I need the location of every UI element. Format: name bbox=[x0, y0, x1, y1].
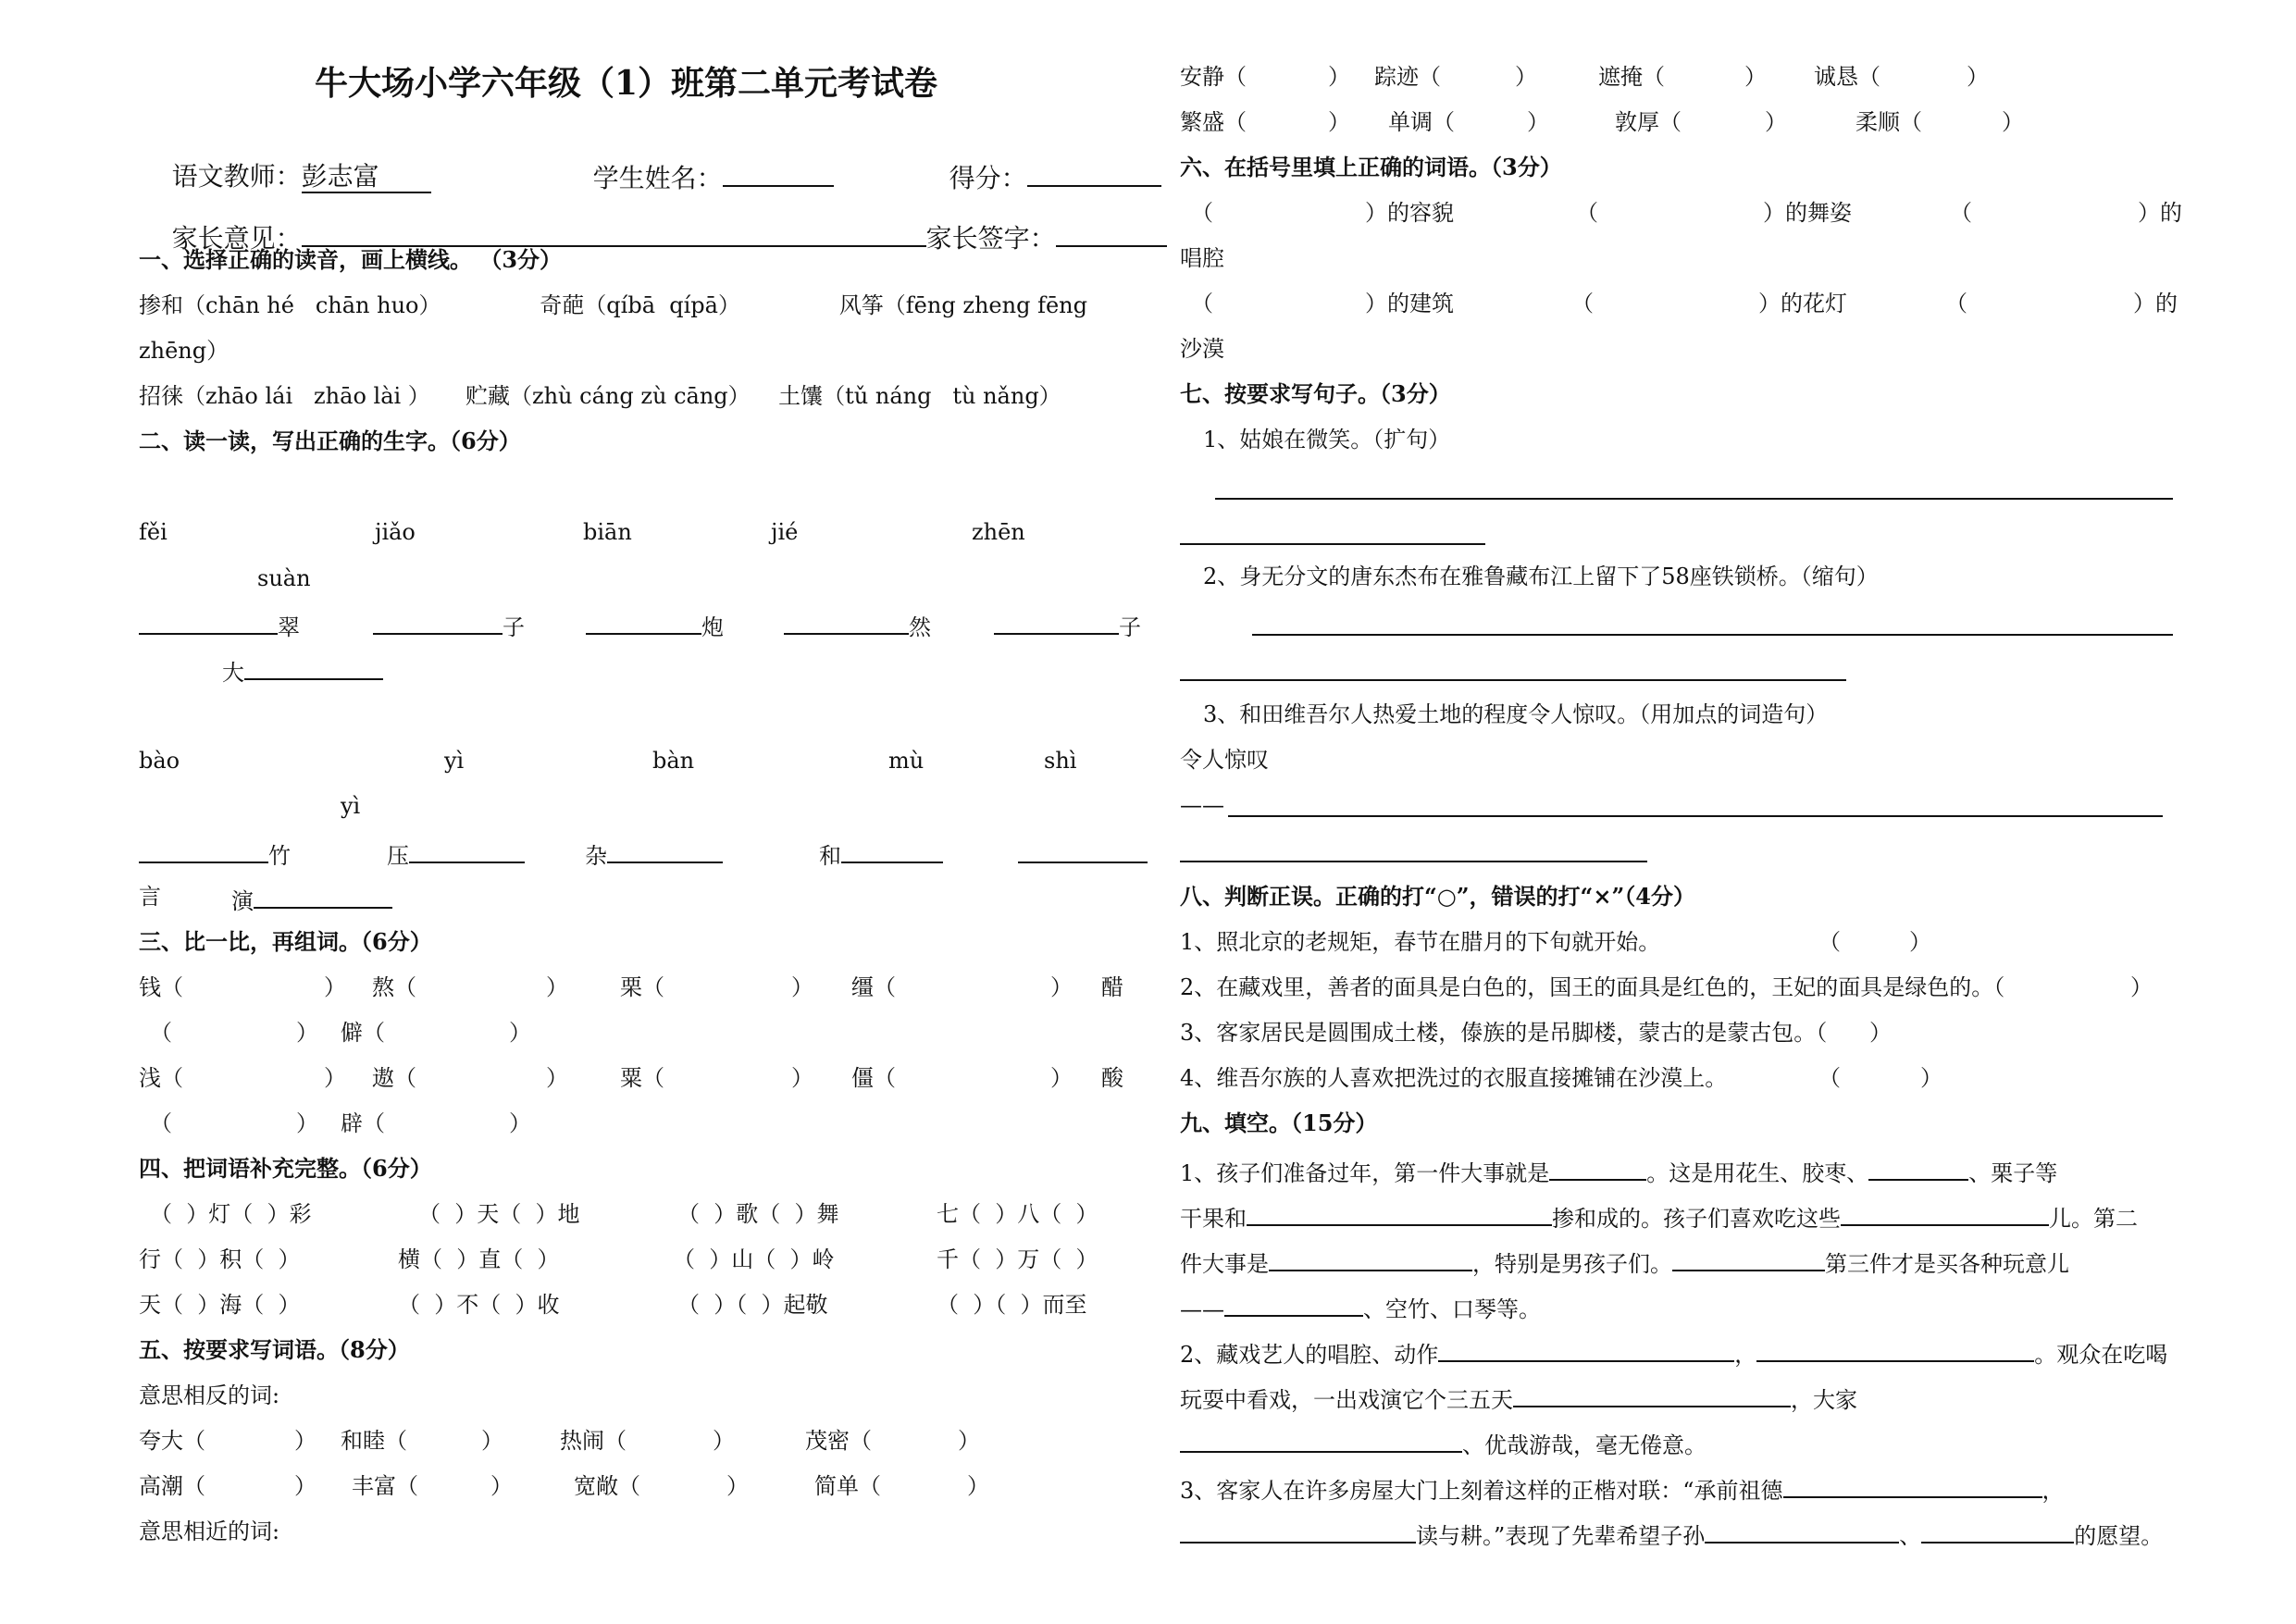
q6-item: 唱腔 bbox=[1180, 245, 1224, 271]
answer-line[interactable] bbox=[1180, 679, 1846, 681]
q3-close: ） bbox=[296, 1110, 318, 1136]
idiom: （ ）不（ ）收 bbox=[398, 1292, 560, 1318]
char-blank[interactable]: 压 bbox=[387, 837, 525, 870]
q5-close: ） bbox=[713, 1428, 735, 1454]
q9-line-4: —— 、空竹、口琴等。 bbox=[1180, 1291, 1541, 1323]
q5-close: ） bbox=[967, 1473, 989, 1499]
pinyin: bào bbox=[139, 748, 180, 774]
q1-line3: 招徕（zhāo lái zhāo lài ） 贮藏（zhù cáng zù cāng） 土馕（tǔ náng tù nǎng） bbox=[139, 383, 1061, 409]
syn-item: 繁盛（ bbox=[1180, 109, 1247, 135]
q3-item: 缰（ bbox=[851, 974, 896, 1000]
syn-close: ） bbox=[1515, 64, 1537, 90]
answer-line[interactable] bbox=[1180, 543, 1485, 545]
q8-item-2: 2、在藏戏里，善者的面具是白色的，国王的面具是红色的，王妃的面具是绿色的。（ bbox=[1180, 974, 2005, 1000]
q3-close: ） bbox=[546, 974, 568, 1000]
q9-line-3: 件大事是 ，特别是男孩子们。 第三件才是买各种玩意儿 bbox=[1180, 1246, 2069, 1278]
student-name-label: 学生姓名： bbox=[592, 163, 723, 193]
q1-line1: 掺和（chān hé chān huo） 奇葩（qíbā qípā） 风筝（fēng zheng fēng bbox=[139, 292, 1087, 318]
q5-close: ） bbox=[294, 1473, 316, 1499]
char-blank[interactable]: 然 bbox=[784, 609, 931, 641]
parent-opinion-field[interactable] bbox=[302, 221, 926, 247]
page-title: 牛大场小学六年级（1）班第二单元考试卷 bbox=[315, 64, 938, 103]
teacher-name: 彭志富 bbox=[302, 161, 431, 193]
q5-close: ） bbox=[958, 1428, 980, 1454]
q5-item: 和睦（ bbox=[341, 1428, 407, 1454]
parent-opinion-label: 家长意见： bbox=[171, 223, 302, 254]
syn-close: ） bbox=[2002, 109, 2024, 135]
q6-open: （ bbox=[1191, 200, 1213, 226]
q3-item: （ bbox=[150, 1020, 172, 1046]
q6-item: 沙漠 bbox=[1180, 336, 1224, 362]
char-blank[interactable] bbox=[1018, 837, 1148, 870]
q2-heading: 二、读一读，写出正确的生字。（6分） bbox=[139, 428, 521, 454]
teacher-label: 语文教师： bbox=[171, 161, 302, 192]
q7-sentence-1: 1、姑娘在微笑。（扩句） bbox=[1203, 427, 1451, 452]
syn-item: 敦厚（ bbox=[1615, 109, 1682, 135]
q5-close: ） bbox=[490, 1473, 513, 1499]
q3-close: ） bbox=[791, 1065, 813, 1091]
idiom: （ ）山（ ）岭 bbox=[673, 1246, 835, 1272]
q7-heading: 七、按要求写句子。（3分） bbox=[1180, 380, 1451, 407]
score-field[interactable] bbox=[1027, 161, 1161, 187]
q9-line-1: 1、孩子们准备过年，第一件大事就是 。这是用花生、胶枣、 、栗子等 bbox=[1180, 1155, 2057, 1187]
q1-line2: zhēng） bbox=[139, 338, 230, 364]
q3-item: 遨（ bbox=[372, 1065, 416, 1091]
q8-item-1: 1、照北京的老规矩，春节在腊月的下旬就开始。 bbox=[1180, 929, 1661, 955]
q3-item: 熬（ bbox=[372, 974, 416, 1000]
char-blank[interactable]: 翠 bbox=[139, 609, 300, 641]
q3-item: 醋 bbox=[1101, 974, 1123, 1000]
q3-close: ） bbox=[546, 1065, 568, 1091]
q8-item-3: 3、客家居民是圆围成土楼，傣族的是吊脚楼，蒙古的是蒙古包。（ ） bbox=[1180, 1020, 1893, 1046]
pinyin: zhēn bbox=[972, 519, 1025, 545]
q9-line-5: 2、藏戏艺人的唱腔、动作 ， 。观众在吃喝 bbox=[1180, 1336, 2167, 1369]
q9-line-2: 干果和 掺和成的。孩子们喜欢吃这些 儿。第二 bbox=[1180, 1200, 2138, 1233]
syn-item: 诚恳（ bbox=[1814, 64, 1880, 90]
q3-item: 僻（ bbox=[341, 1020, 385, 1046]
q6-open: （ bbox=[1950, 200, 1972, 226]
idiom: （ ）歌（ ）舞 bbox=[677, 1201, 839, 1227]
q5-item: 宽敞（ bbox=[574, 1473, 640, 1499]
syn-item: 踪迹（ bbox=[1374, 64, 1441, 90]
q3-item: 酸 bbox=[1101, 1065, 1123, 1091]
syn-item: 遮掩（ bbox=[1598, 64, 1665, 90]
syn-item: 单调（ bbox=[1388, 109, 1455, 135]
q7-keyword: 令人惊叹 bbox=[1180, 747, 1269, 773]
pinyin: jié bbox=[771, 519, 799, 545]
q7-sentence-3: 3、和田维吾尔人热爱土地的程度令人惊叹。（用加点的词造句） bbox=[1203, 701, 1829, 727]
syn-item: 柔顺（ bbox=[1855, 109, 1922, 135]
q6-open: （ bbox=[1576, 200, 1598, 226]
q6-open: （ bbox=[1571, 291, 1594, 316]
answer-line[interactable] bbox=[1215, 498, 2173, 500]
q3-item: 钱（ bbox=[139, 974, 183, 1000]
pinyin: biān bbox=[583, 519, 632, 545]
q5-heading: 五、按要求写词语。（8分） bbox=[139, 1336, 410, 1363]
q3-close: ） bbox=[324, 1065, 346, 1091]
q7-dash: —— bbox=[1180, 792, 1224, 818]
char-blank[interactable]: 和 bbox=[819, 837, 943, 870]
char-blank[interactable]: 大 bbox=[222, 654, 383, 687]
answer-line[interactable] bbox=[1252, 634, 2173, 636]
q8-paren-open[interactable]: （ bbox=[1818, 929, 1841, 955]
syn-close: ） bbox=[1527, 109, 1549, 135]
pinyin: jiǎo bbox=[375, 519, 416, 545]
q8-heading: 八、判断正误。正确的打“○”，错误的打“×”（4分） bbox=[1180, 883, 1695, 910]
q8-paren-open[interactable]: （ bbox=[1818, 1065, 1841, 1091]
idiom: 七（ ）八（ ） bbox=[937, 1201, 1098, 1227]
idiom: （ ）（ ）而至 bbox=[937, 1292, 1087, 1318]
q6-open: （ bbox=[1945, 291, 1967, 316]
char-blank[interactable]: 子 bbox=[373, 609, 525, 641]
q9-line-9: 读与耕。”表现了先辈希望子孙 、 的愿望。 bbox=[1180, 1518, 2163, 1550]
char-blank[interactable]: 炮 bbox=[586, 609, 724, 641]
answer-line[interactable] bbox=[1180, 861, 1647, 862]
score-label: 得分： bbox=[949, 163, 1027, 193]
idiom: 横（ ）直（ ） bbox=[398, 1246, 560, 1272]
q3-item: （ bbox=[150, 1110, 172, 1136]
q3-close: ） bbox=[509, 1110, 531, 1136]
q6-item: ）的舞姿 bbox=[1763, 200, 1852, 226]
q6-heading: 六、在括号里填上正确的词语。（3分） bbox=[1180, 154, 1562, 180]
q3-item: 粟（ bbox=[620, 1065, 664, 1091]
q7-sentence-2: 2、身无分文的唐东杰布在雅鲁藏布江上留下了58座铁锁桥。（缩句） bbox=[1203, 564, 1879, 589]
q4-heading: 四、把词语补充完整。（6分） bbox=[139, 1155, 432, 1182]
pinyin: suàn bbox=[257, 565, 311, 591]
syn-close: ） bbox=[1967, 64, 1989, 90]
q5-sub-synonym: 意思相近的词: bbox=[139, 1519, 280, 1544]
idiom: 天（ ）海（ ） bbox=[139, 1292, 301, 1318]
q6-item: ）的建筑 bbox=[1365, 291, 1454, 316]
char-blank[interactable]: 子 bbox=[994, 609, 1141, 641]
q6-item: ）的容貌 bbox=[1365, 200, 1454, 226]
student-name-field[interactable] bbox=[723, 161, 834, 187]
q5-item: 茂密（ bbox=[805, 1428, 872, 1454]
char-blank[interactable]: 演 bbox=[231, 883, 392, 915]
q3-close: ） bbox=[509, 1020, 531, 1046]
q3-item: 浅（ bbox=[139, 1065, 183, 1091]
q6-open: （ bbox=[1191, 291, 1213, 316]
pinyin: shì bbox=[1044, 748, 1077, 774]
q5-sub-antonym: 意思相反的词: bbox=[139, 1382, 280, 1408]
q9-heading: 九、填空。（15分） bbox=[1180, 1110, 1378, 1136]
parent-sign-label: 家长签字： bbox=[925, 223, 1056, 254]
idiom: （ ）天（ ）地 bbox=[418, 1201, 580, 1227]
pinyin: yì bbox=[444, 748, 465, 774]
q5-item: 高潮（ bbox=[139, 1473, 205, 1499]
q3-close: ） bbox=[1050, 974, 1073, 1000]
pinyin: mù bbox=[888, 748, 925, 774]
char-blank[interactable]: 竹 bbox=[139, 837, 291, 870]
syn-close: ） bbox=[1744, 64, 1767, 90]
q6-item: ）的 bbox=[2133, 291, 2178, 316]
q1-heading: 一、选择正确的读音，画上横线。 （3分） bbox=[139, 246, 563, 273]
pinyin: yì bbox=[341, 793, 361, 819]
q3-close: ） bbox=[791, 974, 813, 1000]
q3-close: ） bbox=[324, 974, 346, 1000]
pinyin: fěi bbox=[139, 519, 168, 545]
q5-close: ） bbox=[481, 1428, 503, 1454]
q9-line-7: 、优哉游哉，毫无倦意。 bbox=[1180, 1427, 1706, 1459]
q3-heading: 三、比一比，再组词。（6分） bbox=[139, 928, 432, 955]
char-blank[interactable]: 杂 bbox=[585, 837, 723, 870]
q5-item: 热闹（ bbox=[560, 1428, 627, 1454]
q5-close: ） bbox=[726, 1473, 749, 1499]
syn-item: 安静（ bbox=[1180, 64, 1247, 90]
q9-line-8: 3、客家人在许多房屋大门上刻着这样的正楷对联：“承前祖德 ， bbox=[1180, 1472, 2065, 1505]
q3-close: ） bbox=[1050, 1065, 1073, 1091]
q8-paren-close: ） bbox=[1909, 929, 1931, 955]
idiom: （ ）灯（ ）彩 bbox=[150, 1201, 312, 1227]
syn-close: ） bbox=[1765, 109, 1787, 135]
idiom: （ ）（ ）起敬 bbox=[677, 1292, 828, 1318]
char-blank[interactable]: 言 bbox=[139, 884, 161, 910]
idiom: 千（ ）万（ ） bbox=[937, 1246, 1098, 1272]
q3-item: 辟（ bbox=[341, 1110, 385, 1136]
pinyin: bàn bbox=[652, 748, 695, 774]
q9-line-6: 玩耍中看戏，一出戏演它个三五天 ，大家 bbox=[1180, 1382, 1857, 1414]
syn-close: ） bbox=[1328, 109, 1350, 135]
q3-item: 僵（ bbox=[851, 1065, 896, 1091]
q5-close: ） bbox=[294, 1428, 316, 1454]
syn-close: ） bbox=[1328, 64, 1350, 90]
q5-item: 简单（ bbox=[814, 1473, 881, 1499]
q5-item: 丰富（ bbox=[352, 1473, 418, 1499]
q8-paren-close: ） bbox=[1920, 1065, 1942, 1091]
q8-item-4: 4、维吾尔族的人喜欢把洗过的衣服直接摊铺在沙漠上。 bbox=[1180, 1065, 1728, 1091]
q6-item: ）的 bbox=[2138, 200, 2182, 226]
q5-item: 夸大（ bbox=[139, 1428, 205, 1454]
q3-item: 栗（ bbox=[620, 974, 664, 1000]
q3-close: ） bbox=[296, 1020, 318, 1046]
idiom: 行（ ）积（ ） bbox=[139, 1246, 301, 1272]
q8-paren-close: ） bbox=[2130, 974, 2153, 1000]
parent-sign-field[interactable] bbox=[1056, 221, 1167, 247]
answer-line[interactable] bbox=[1228, 815, 2163, 817]
q6-item: ）的花灯 bbox=[1758, 291, 1847, 316]
